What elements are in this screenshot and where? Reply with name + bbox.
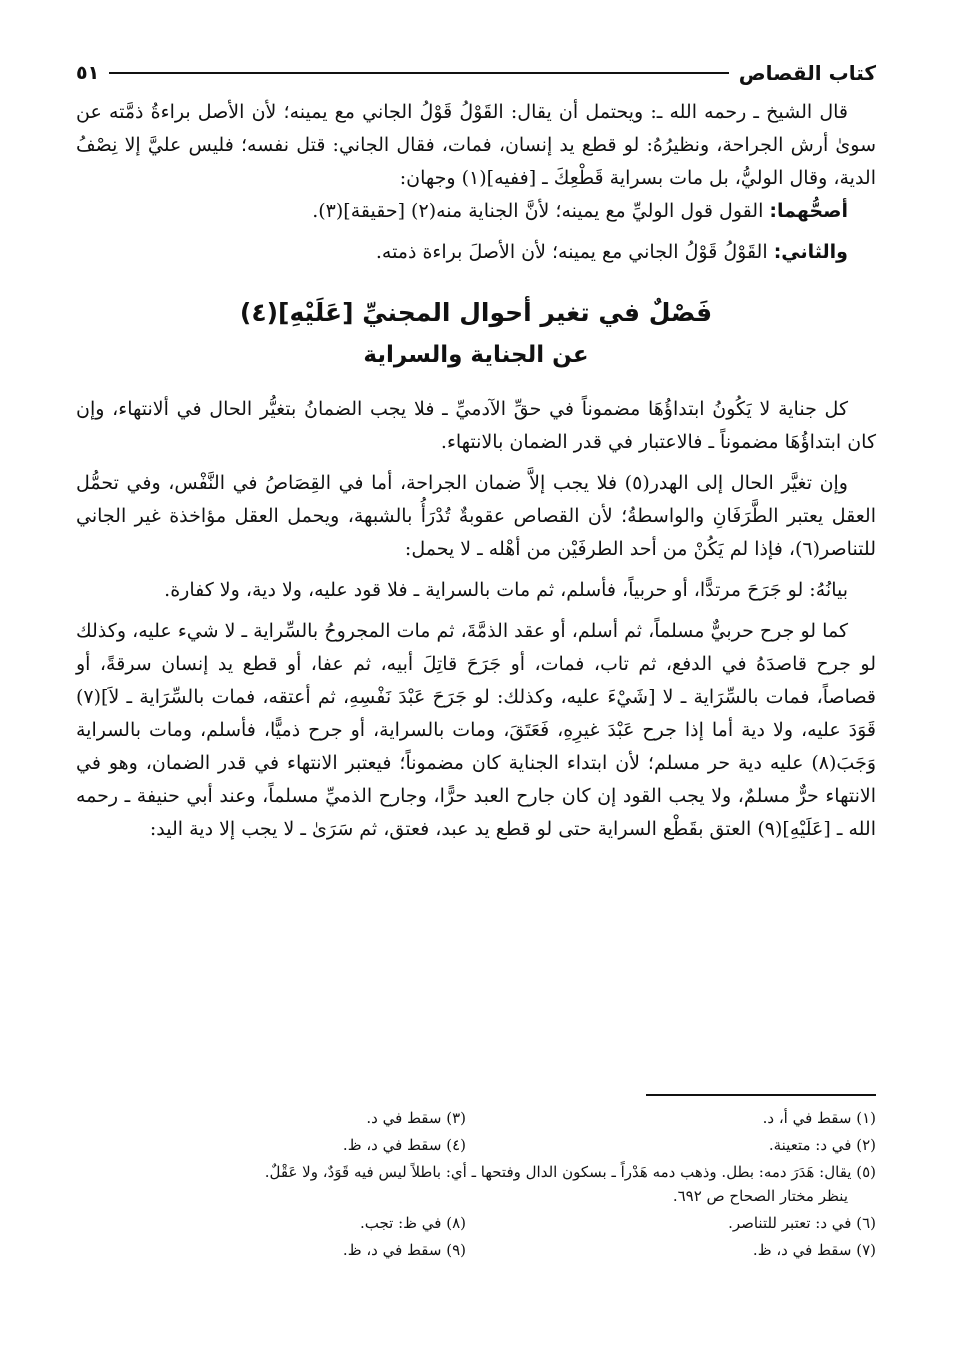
- footnote-2: (٢) في د: متعينة.: [768, 1136, 876, 1154]
- running-header: [76, 56, 876, 90]
- paragraph-6: بيانُهُ: لو جَرَحَ مرتدًّا، أو حربياً، فأسلم، ثم مات بالسراية ـ فلا قود عليه، ولا دية، ولا كفارة.: [164, 579, 848, 601]
- page-body: [76, 56, 876, 846]
- paragraph-2: [76, 195, 876, 228]
- paragraph-2-lead: أصحُّهما:: [769, 200, 848, 222]
- paragraph-3-lead: والثاني:: [773, 241, 848, 263]
- book-title: كتاب القصاص: [738, 61, 876, 85]
- footnotes: [76, 1094, 876, 1262]
- footnote-list: [76, 1106, 876, 1262]
- section-heading-line-1: فَصْلٌ في تغير أحوال المجنيِّ [عَلَيْهِ](٤): [239, 298, 713, 327]
- footnote-5: [76, 1160, 876, 1208]
- footnote-7: (٧) سقط في د، ظ.: [752, 1241, 876, 1259]
- footnote-rule: [646, 1094, 876, 1096]
- header-rule: [109, 72, 729, 74]
- section-heading: [76, 291, 876, 375]
- footnote-8: (٨) في ظ: تجب.: [359, 1214, 466, 1232]
- paragraph-4: كل جناية لا يَكُونُ ابتداؤُهَا مضموناً في حقِّ الآدميِّ ـ فلا يجب الضمانُ بتغيُّر الحال في ألانتهاء، وإن كان ابتداؤُهَا مضموناً ـ فالاعتبار في قدر الضمان بالانتهاء.: [76, 398, 876, 453]
- paragraph-2-text: القول قول الوليِّ مع يمينه؛ لأنَّ الجناية منه(٢) [حقيقة](٣).: [312, 200, 764, 222]
- footnote-1: (١) سقط في أ، د.: [762, 1109, 876, 1127]
- paragraph-3-text: القَوْلُ قَوْلُ الجاني مع يمينه؛ لأن الأصلَ براءة ذمته.: [375, 241, 768, 263]
- footnote-6: (٦) في د: تعتبر للتناصر.: [728, 1214, 876, 1232]
- paragraph-1: قال الشيخ ـ رحمه الله ـ: ويحتمل أن يقال: القَوْلُ قَوْلُ الجاني مع يمينه؛ لأن الأصل براءةُ ذمَّته عن سوىٰ أرش الجراحة، ونظيرُهُ: لو قطع يد إنسان، فمات، فقال الجاني: قتل نفسه؛ فليس عليَّ إلا نِصْفُ الدية، وقال الوليُّ، بل مات بسراية قَطْعِكَ ـ [ففيه](١) وجهان:: [76, 101, 876, 189]
- footnote-5-text: (٥) يقال: هَدَرَ دمه: بطل. وذهب دمه هَدْراً ـ بسكون الدال وفتحها ـ أي: باطلاً ليس فيه قَوَدٌ، ولا عَقْلٌ.: [264, 1163, 876, 1181]
- paragraph-5: وإن تغيَّر الحال إلى الهدر(٥) فلا يجب إلاَّ ضمان الجراحة، أما في القِصَاصُ في النَّفْس، وفي تحمُّل العقل يعتبر الطَّرَفَانِ والواسطةُ؛ لأن القصاص عقوبةٌ تُدْرَأُ بالشبهة، ويحمل العقل مؤاخذة غير الجاني للتناصر(٦)، فإذا لم يَكُنْ من أحد الطرفَيْن من أهْله ـ لا يحمل:: [76, 472, 876, 560]
- paragraph-7: كما لو جرح حربيٌّ مسلماً، ثم أسلم، أو عقد الذمَّةَ، ثم مات المجروحُ بالسِّراية ـ لا شيء عليه، وكذلك لو جرح قاصدَهُ في الدفع، ثم تاب، فمات، أو جَرَحَ قاتِلَ أبيه، ثم عفا، أو قطع يد إنسان سرقةً، أو قصاصاً، فمات بالسِّرَاية ـ لا [شَيْءَ عليه، وكذلك: لو جَرَحَ عَبْدَ نَفْسِهِ، ثم أعتقه، فمات بالسِّرَاية ـ لاَ](٧) قَوَدَ عليه، ولا دية أما إذا جرح عَبْدَ غيرِهِ، فَعَتَقَ، ومات بالسراية، أو جرح ذميًّا، فأسلم، ومات بالسراية وَجَبَ(٨) عليه دية حر مسلم؛ لأن ابتداء الجناية كان مضموناً؛ فيعتبر الانتهاء في قدر الضمان، وهو في الانتهاء حرٌّ مسلمٌ، ولا يجب القود إن كان جارح العبد حرًّا، وجارح الذميِّ مسلماً، وعند أبي حنيفة ـ رحمه الله ـ [عَلَيْهِ](٩) العتق بقَطْع السراية حتى لو قطع يد عبد، فعتق، ثم سَرَىٰ ـ لا يجب إلا دية اليد:: [76, 620, 876, 840]
- footnote-5-reference: ينظر مختار الصحاح ص ٦٩٢.: [672, 1187, 848, 1205]
- page-number: ٥١: [76, 62, 100, 84]
- footnote-9: (٩) سقط في د، ظ.: [342, 1241, 466, 1259]
- section-heading-line-2: عن الجناية والسراية: [363, 342, 589, 368]
- paragraph-3: [76, 236, 876, 269]
- footnote-4: (٤) سقط في د، ظ.: [342, 1136, 466, 1154]
- footnote-3: (٣) سقط في د.: [366, 1109, 466, 1127]
